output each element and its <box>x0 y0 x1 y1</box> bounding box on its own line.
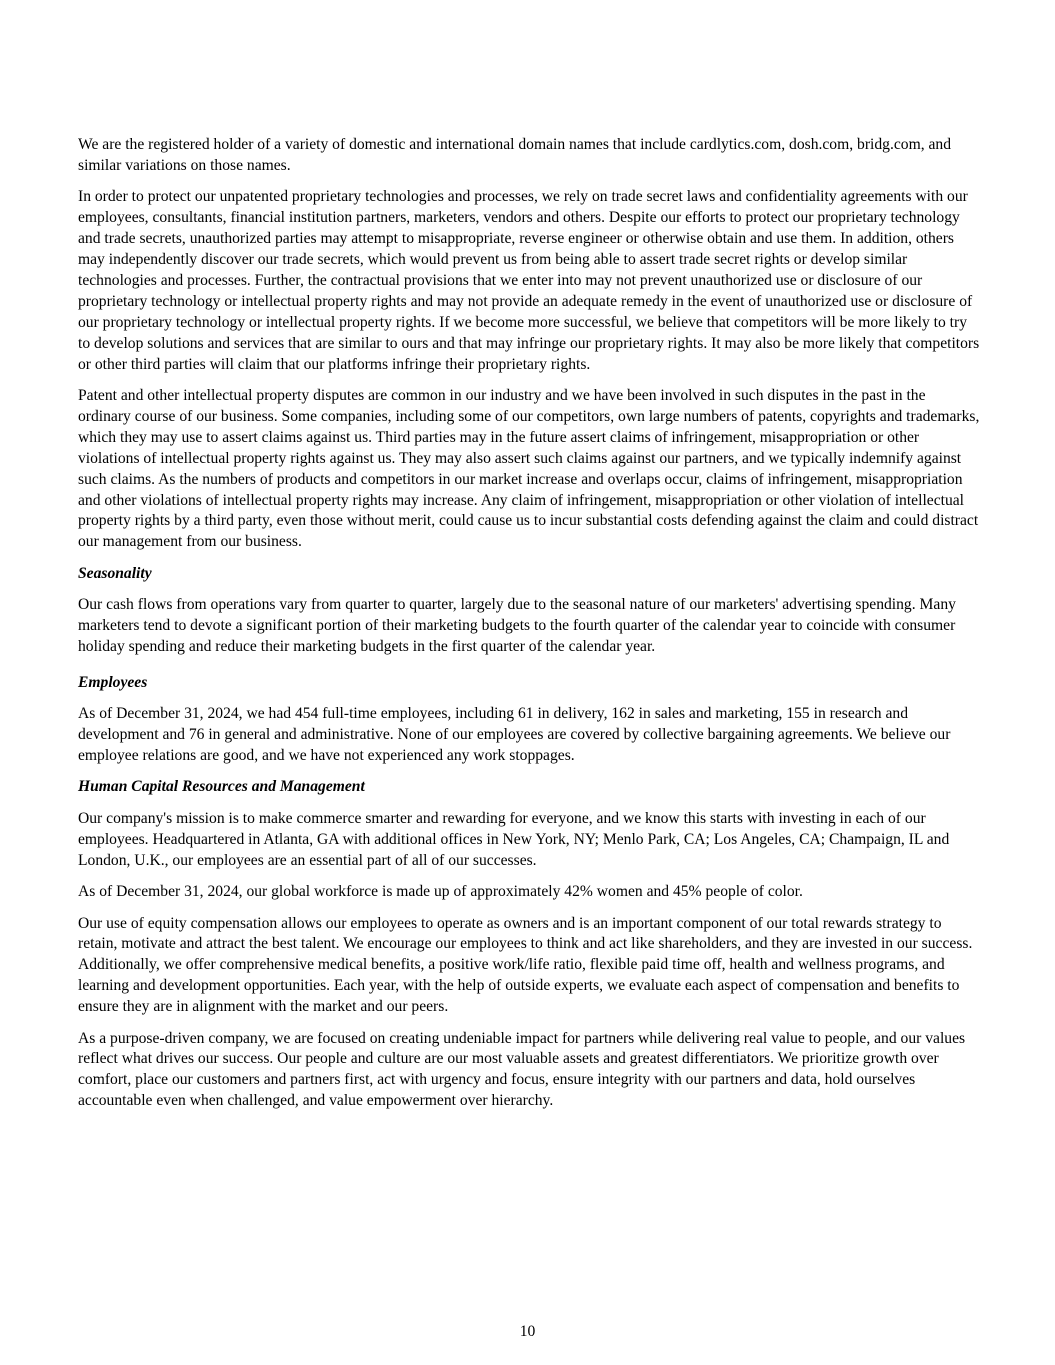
seasonality-heading: Seasonality <box>78 564 152 582</box>
trade-secrets-paragraph: In order to protect our unpatented proprietary technologies and processes, we rely on trade secret laws and confidentiality agreements with our employees, consultants, financial institution partners, marketers, vendors and others. Despite our efforts to protect our proprietary technology and trade secrets, unauthorized parties may attempt to misappropriate, reverse engineer or otherwise obtain and use them. In addition, others may independently discover our trade secrets, which would prevent us from being able to assert trade secret rights or develop similar technologies and processes. Further, the contractual provisions that we enter into may not prevent unauthorized use or disclosure of our proprietary technology or intellectual property rights and may not provide an adequate remedy in the event of unauthorized use or disclosure of our proprietary technology or intellectual property rights. If we become more successful, we believe that competitors will be more likely to try to develop solutions and services that are similar to ours and that may infringe our proprietary rights. It may also be more likely that competitors or other third parties will claim that our platforms infringe their proprietary rights. <box>78 188 980 373</box>
workforce-paragraph: As of December 31, 2024, our global workforce is made up of approximately 42% women and 45% people of color. <box>78 883 803 901</box>
employees-heading: Employees <box>78 673 148 691</box>
ip-disputes-paragraph: Patent and other intellectual property disputes are common in our industry and we have been involved in such disputes in the past in the ordinary course of our business. Some companies, including some of our competitors, own large numbers of patents, copyrights and trademarks, which they may use to assert claims against us. Third parties may in the future assert claims of infringement, misappropriation or other violations of intellectual property rights against us. They may also assert such claims against our partners, and we typically indemnify against such claims. As the numbers of products and competitors in our market increase and overlaps occur, claims of infringement, misappropriation and other violations of intellectual property rights may increase. Any claim of infringement, misappropriation or other violation of intellectual property rights by a third party, even those without merit, could cause us to incur substantial costs defending against the claim and could distract our management from our business. <box>78 386 980 551</box>
domain-names-paragraph: We are the registered holder of a variety of domestic and international domain names that include cardlytics.com, dosh.com, bridg.com, and similar variations on those names. <box>78 136 952 174</box>
values-paragraph: As a purpose-driven company, we are focused on creating undeniable impact for partners while delivering real value to people, and our values reflect what drives our success. Our people and culture are our most valuable assets and greatest differentiators. We prioritize growth over comfort, place our customers and partners first, act with urgency and focus, ensure integrity with our partners and data, hold ourselves accountable even when challenged, and value empowerment over hierarchy. <box>78 1029 966 1110</box>
employees-paragraph: As of December 31, 2024, we had 454 full-time employees, including 61 in delivery, 162 in sales and marketing, 155 in research and development and 76 in general and administrative. None of our employees are covered by collective bargaining agreements. We believe our employee relations are good, and we have not experienced any work stoppages. <box>78 705 951 765</box>
human-capital-heading: Human Capital Resources and Management <box>78 778 365 796</box>
seasonality-paragraph: Our cash flows from operations vary from quarter to quarter, largely due to the seasonal nature of our marketers' advertising spending. Many marketers tend to devote a significant portion of their marketing budgets to the fourth quarter of the calendar year to coincide with consumer holiday spending and reduce their marketing budgets in the first quarter of the calendar year. <box>78 596 956 655</box>
mission-paragraph: Our company's mission is to make commerce smarter and rewarding for everyone, and we know this starts with investing in each of our employees. Headquartered in Atlanta, GA with additional offices in New York, NY; Menlo Park, CA; Los Angeles, CA; Champaign, IL and London, U.K., our employees are an essential part of all of our successes. <box>78 809 950 869</box>
equity-compensation-paragraph: Our use of equity compensation allows our employees to operate as owners and is an important component of our total rewards strategy to retain, motivate and attract the best talent. We encourage our employees to think and act like shareholders, and they are invested in our success. Additionally, we offer comprehensive medical benefits, a positive work/life ratio, flexible paid time off, health and wellness programs, and learning and development opportunities. Each year, with the help of outside experts, we evaluate each aspect of compensation and benefits to ensure they are in alignment with the market and our peers. <box>78 914 973 1016</box>
document-body <box>78 135 980 1123</box>
page-number: 10 <box>519 1323 536 1340</box>
